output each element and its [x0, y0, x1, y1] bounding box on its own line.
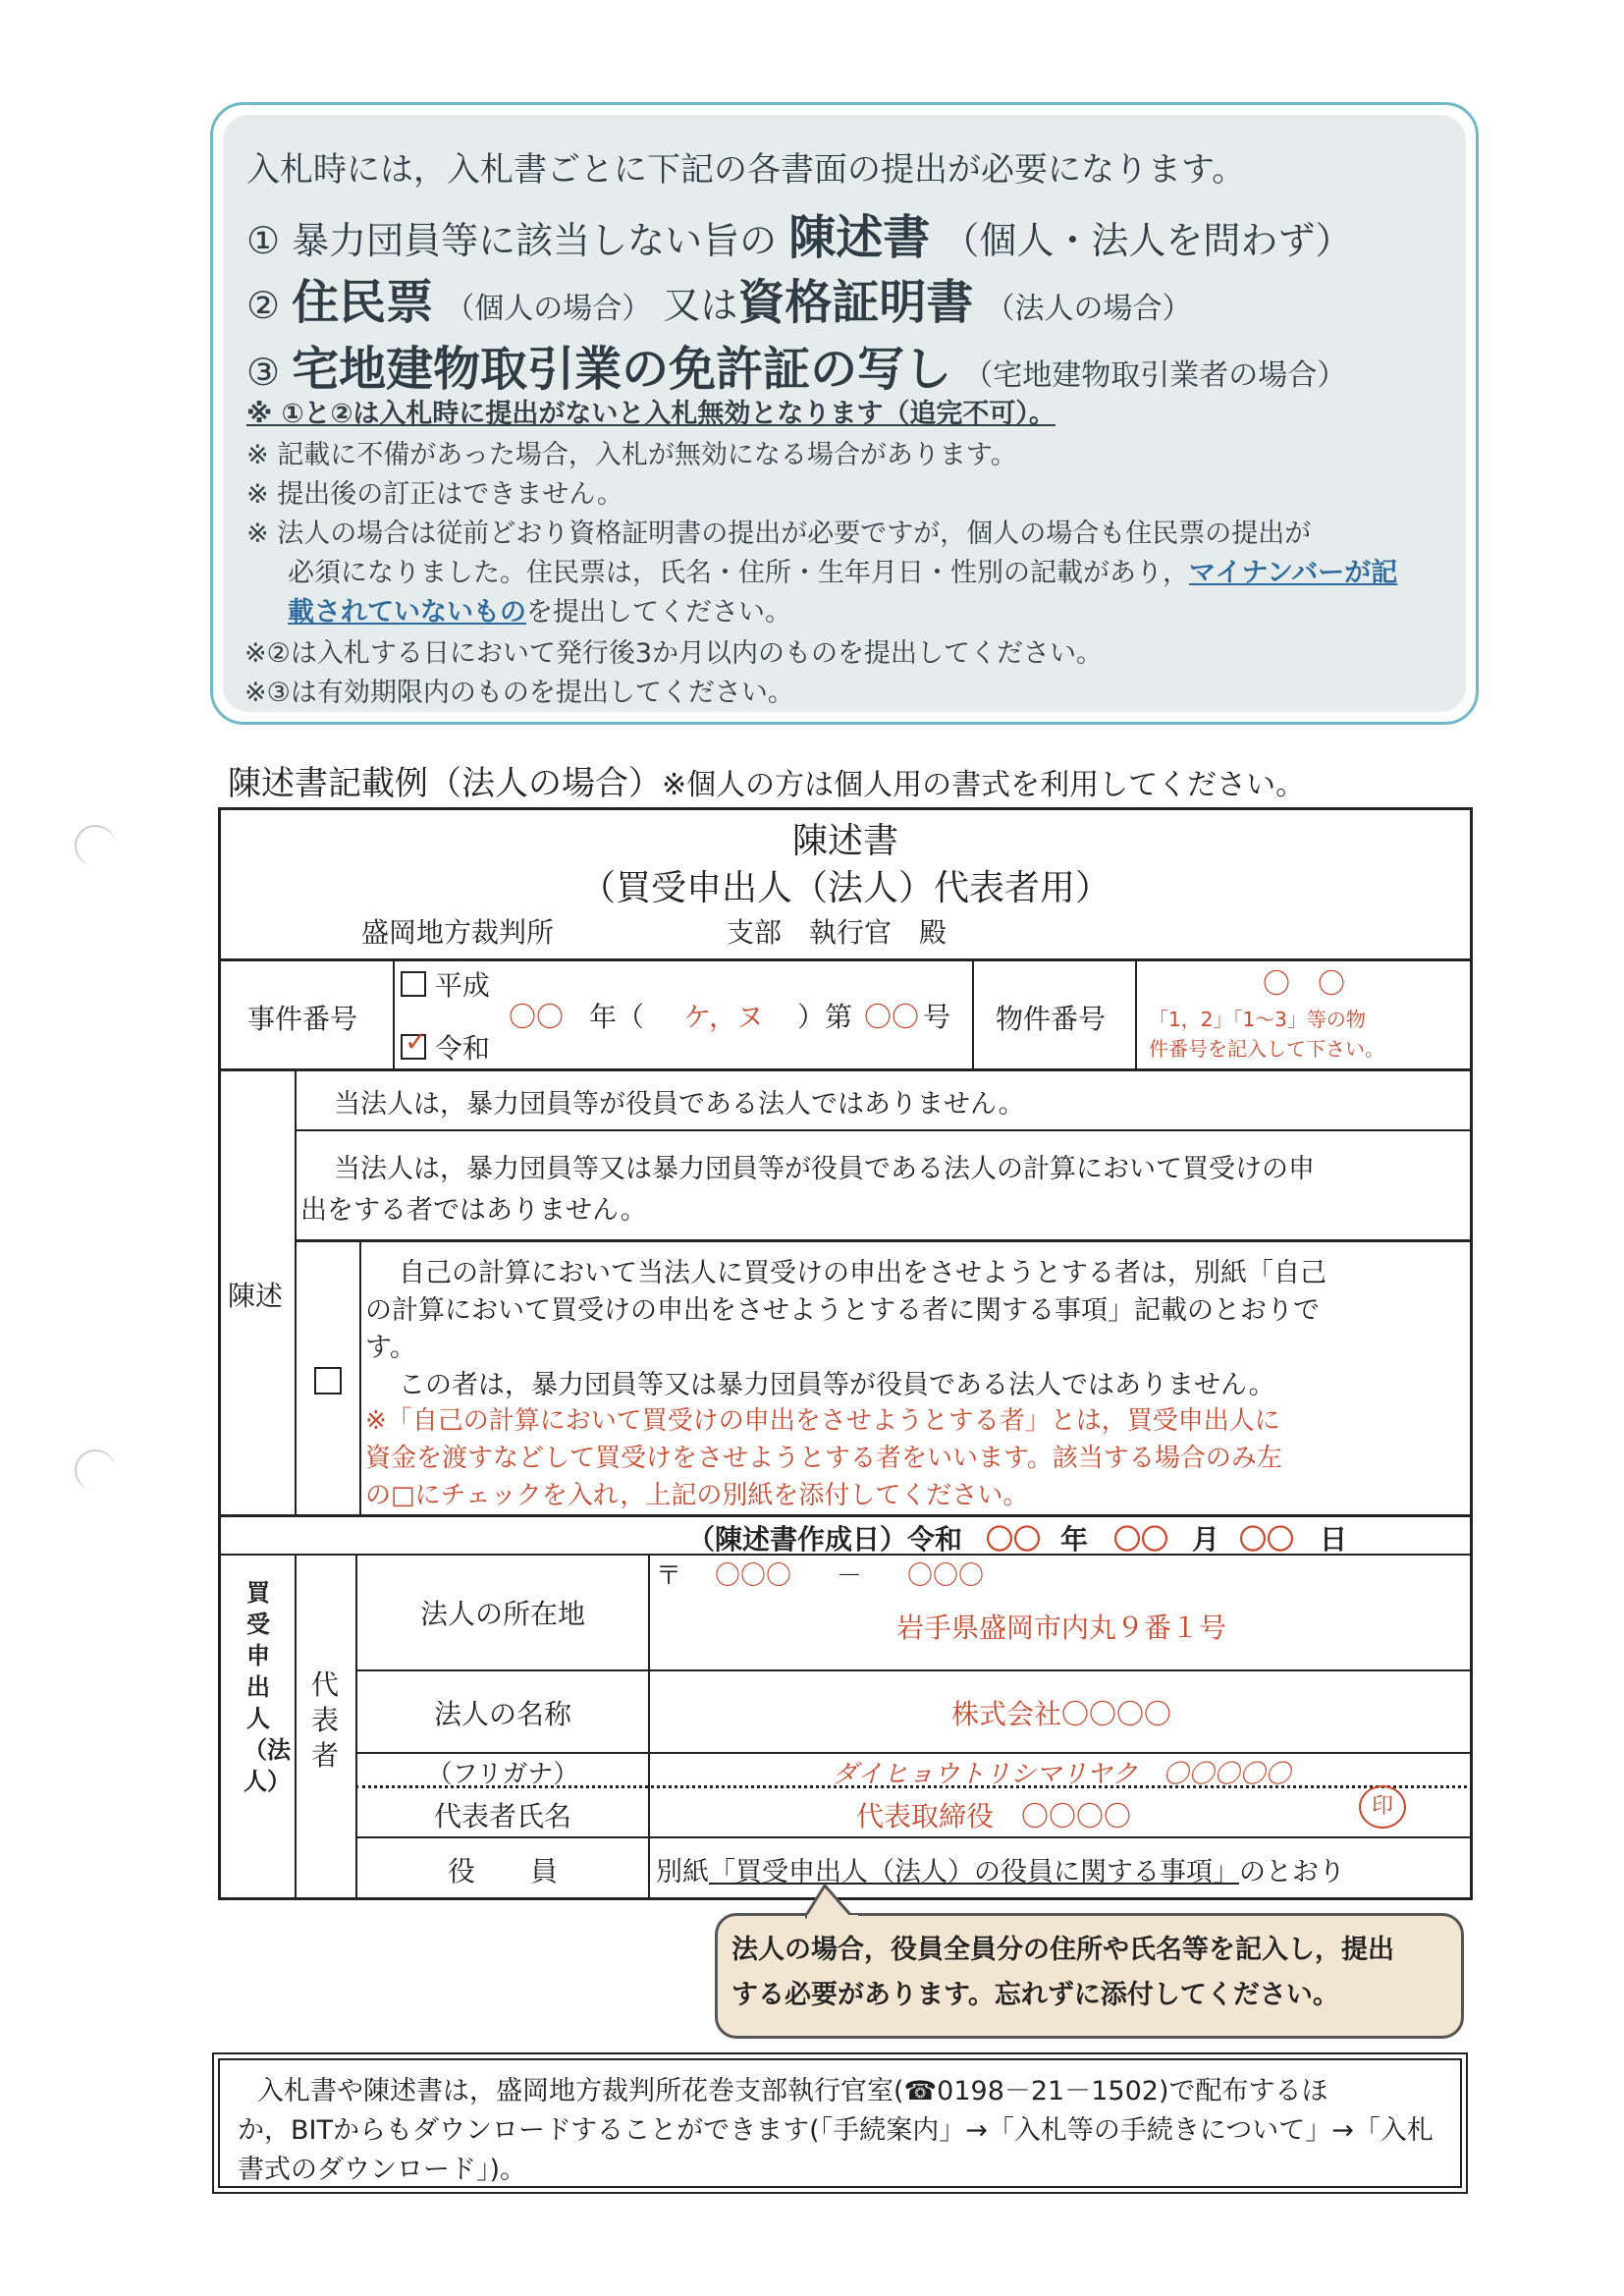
note-text: を提出してください。: [526, 597, 791, 628]
property-number-label: 物件番号: [996, 1003, 1107, 1035]
officer-prefix: 別紙: [656, 1857, 709, 1887]
requirements-intro: 入札時には，入札書ごとに下記の各書面の提出が必要になります。: [246, 150, 1246, 190]
era-heisei-label: 平成: [434, 969, 490, 1002]
property-number-value: 〇 〇: [1262, 967, 1345, 1000]
company-name-label: 法人の名称: [433, 1698, 571, 1730]
row-divider: [295, 1239, 1473, 1242]
officer-attachment-ref: 「買受申出人（法人）の役員に関する事項」: [709, 1857, 1239, 1887]
row-divider: [355, 1836, 1473, 1838]
row-divider: [355, 1669, 1473, 1671]
item-number: ③: [246, 351, 281, 394]
address-value: 岩手県盛岡市内丸９番１号: [895, 1612, 1226, 1644]
rep-name-value: 代表取締役 〇〇〇〇: [855, 1800, 1131, 1832]
item-suffix: （法人の場合）: [985, 292, 1192, 326]
note-highlight: マイナンバーが記: [1189, 558, 1398, 588]
statement-3-note-3: の□にチェックを入れ，上記の別紙を添付してください。: [365, 1481, 1029, 1510]
officer-label: 役 員: [447, 1855, 558, 1887]
case-go: 号: [923, 1001, 951, 1033]
checkbox-reiwa-checked[interactable]: [401, 1025, 428, 1060]
statement-3-note-1: ※「自己の計算において買受けの申出をさせようとする者」とは，買受申出人に: [365, 1406, 1280, 1436]
date-month: 〇〇: [1113, 1523, 1169, 1556]
property-hint-1: 「1，2」「1～3」等の物: [1149, 1008, 1366, 1031]
row-divider: [218, 1514, 297, 1517]
item-or: 又は: [663, 284, 738, 327]
row-divider: [218, 1068, 1473, 1071]
item-prefix: 暴力団員等に該当しない旨の: [292, 219, 778, 262]
case-nen: 年（: [589, 1001, 645, 1033]
item-main: 陳述書: [788, 210, 931, 265]
distribution-line-2: か，BITからもダウンロードすることができます(「手続案内」→「入札等の手続きについて」→「入札: [238, 2115, 1434, 2146]
case-year: 〇〇: [509, 1001, 565, 1033]
note-highlight: 載されていないもの: [288, 597, 526, 628]
col-divider: [295, 1554, 297, 1899]
statement-3-line-2: の計算において買受けの申出をさせようとする者に関する事項」記載のとおりで: [365, 1295, 1320, 1326]
checkbox-heisei[interactable]: [401, 971, 426, 997]
note-text: 必須になりました。住民票は，氏名・住所・生年月日・性別の記載があり，: [288, 558, 1189, 588]
postal-mark: 〒: [656, 1561, 682, 1591]
statement-1: 当法人は，暴力団員等が役員である法人ではありません。: [334, 1089, 1025, 1120]
item-mid: （個人の場合）: [445, 292, 652, 326]
callout-line-1: 法人の場合，役員全員分の住所や氏名等を記入し，提出: [731, 1935, 1394, 1965]
distribution-info-box: [212, 2052, 1468, 2194]
applicant-label: 買受申出人（法人）: [244, 1579, 291, 1795]
note-defect: ※ 記載に不備があった場合，入札が無効になる場合があります。: [246, 440, 1017, 470]
distribution-line-1: 入札書や陳述書は，盛岡地方裁判所花巻支部執行官室(☎0198－21－1502)で配布するほ: [257, 2076, 1328, 2106]
row-divider: [218, 958, 1473, 961]
date-year: 〇〇: [986, 1523, 1042, 1556]
rep-name-label: 代表者氏名: [433, 1800, 571, 1832]
postal-dash: －: [837, 1561, 863, 1591]
officer-suffix: のとおり: [1239, 1857, 1345, 1887]
statement-2-line-1: 当法人は，暴力団員等又は暴力団員等が役員である法人の計算において買受けの申: [334, 1154, 1315, 1184]
case-type: ケ，ヌ: [683, 1001, 765, 1033]
postal-code-1: 〇〇〇: [715, 1561, 792, 1591]
company-name-value: 株式会社〇〇〇〇: [950, 1698, 1171, 1730]
date-nen: 年: [1060, 1523, 1089, 1556]
check-mark-icon: ✓: [405, 1025, 428, 1058]
item-number: ②: [246, 284, 281, 327]
furigana-value: ダイヒョウトリシマリヤク 〇〇〇〇〇: [832, 1760, 1291, 1789]
date-nichi: 日: [1320, 1523, 1348, 1556]
officer-value: [656, 1850, 1345, 1888]
date-day: 〇〇: [1239, 1523, 1295, 1556]
section-heading-main: 陳述書記載例（法人の場合）: [228, 764, 662, 803]
date-label: （陳述書作成日）令和: [687, 1523, 963, 1556]
address-label: 法人の所在地: [419, 1598, 585, 1630]
note-validity: ※③は有効期限内のものを提出してください。: [244, 678, 794, 708]
court-branch: 支部 執行官 殿: [727, 916, 947, 949]
court-name: 盛岡地方裁判所: [361, 916, 555, 949]
item-number: ①: [246, 219, 281, 262]
distribution-info-text: [238, 2072, 1448, 2190]
statement-3-note-2: 資金を渡すなどして買受けをさせようとする者をいいます。該当する場合のみ左: [365, 1444, 1282, 1473]
item-main-2: 資格証明書: [737, 275, 974, 330]
statement-3-line-4: この者は，暴力団員等又は暴力団員等が役員である法人ではありません。: [399, 1370, 1275, 1400]
callout-pointer-icon: [805, 1884, 874, 1923]
era-reiwa-label: 令和: [434, 1032, 490, 1065]
note-issue-date: ※②は入札する日において発行後3か月以内のものを提出してください。: [244, 638, 1104, 669]
postal-code-2: 〇〇〇: [907, 1561, 985, 1591]
era-reiwa-option[interactable]: [401, 1027, 490, 1066]
col-divider: [393, 958, 395, 1070]
form-border-top: [218, 807, 1473, 810]
section-heading-note: ※個人の方は個人用の書式を利用してください。: [662, 768, 1306, 802]
statement-3-line-1: 自己の計算において当法人に買受けの申出をさせようとする者は，別紙「自己: [399, 1258, 1326, 1288]
item-suffix: （個人・法人を問わず）: [942, 219, 1353, 262]
statement-2-line-2: 出をする者ではありません。: [300, 1195, 647, 1226]
col-divider: [972, 958, 974, 1070]
item-main: 宅地建物取引業の免許証の写し: [292, 342, 952, 397]
punch-hole-icon: [75, 1449, 116, 1491]
distribution-line-3: 書式のダウンロード」)。: [238, 2155, 527, 2185]
statement-label: 陳述: [228, 1280, 284, 1312]
era-heisei-option[interactable]: [401, 964, 490, 1004]
date-tsuki: 月: [1192, 1523, 1220, 1556]
case-close: ）第: [797, 1001, 853, 1033]
item-main: 住民票: [292, 275, 434, 330]
furigana-label: （フリガナ）: [426, 1760, 579, 1789]
case-no: 〇〇: [864, 1001, 920, 1033]
form-subtitle: （買受申出人（法人）代表者用）: [579, 868, 1110, 908]
col-divider: [359, 1239, 361, 1516]
callout-text: [731, 1928, 1447, 2018]
statement-3-line-3: す。: [365, 1333, 416, 1363]
statement-3-checkbox[interactable]: [314, 1367, 342, 1394]
row-divider: [295, 1129, 1473, 1131]
punch-hole-icon: [75, 825, 116, 866]
note-no-correction: ※ 提出後の訂正はできません。: [246, 479, 623, 510]
seal-stamp-icon: 印: [1359, 1785, 1406, 1829]
row-divider: [295, 1514, 1473, 1517]
form-border-left: [218, 807, 221, 1900]
representative-label: 代表者: [310, 1668, 339, 1772]
case-number-label: 事件番号: [247, 1003, 358, 1035]
form-title: 陳述書: [791, 821, 898, 861]
callout-note: [715, 1913, 1464, 2039]
col-divider: [295, 1068, 297, 1516]
callout-line-2: する必要があります。忘れずに添付してください。: [731, 1980, 1339, 2010]
property-hint-2: 件番号を記入して下さい。: [1149, 1037, 1384, 1061]
note-text: ※ ①と②は入札時に提出がないと入札無効となります（追完不可）。: [246, 399, 1056, 429]
item-suffix: （宅地建物取引業者の場合）: [963, 358, 1347, 393]
note-resident-card-1: ※ 法人の場合は従前どおり資格証明書の提出が必要ですが，個人の場合も住民票の提出が: [246, 519, 1312, 549]
